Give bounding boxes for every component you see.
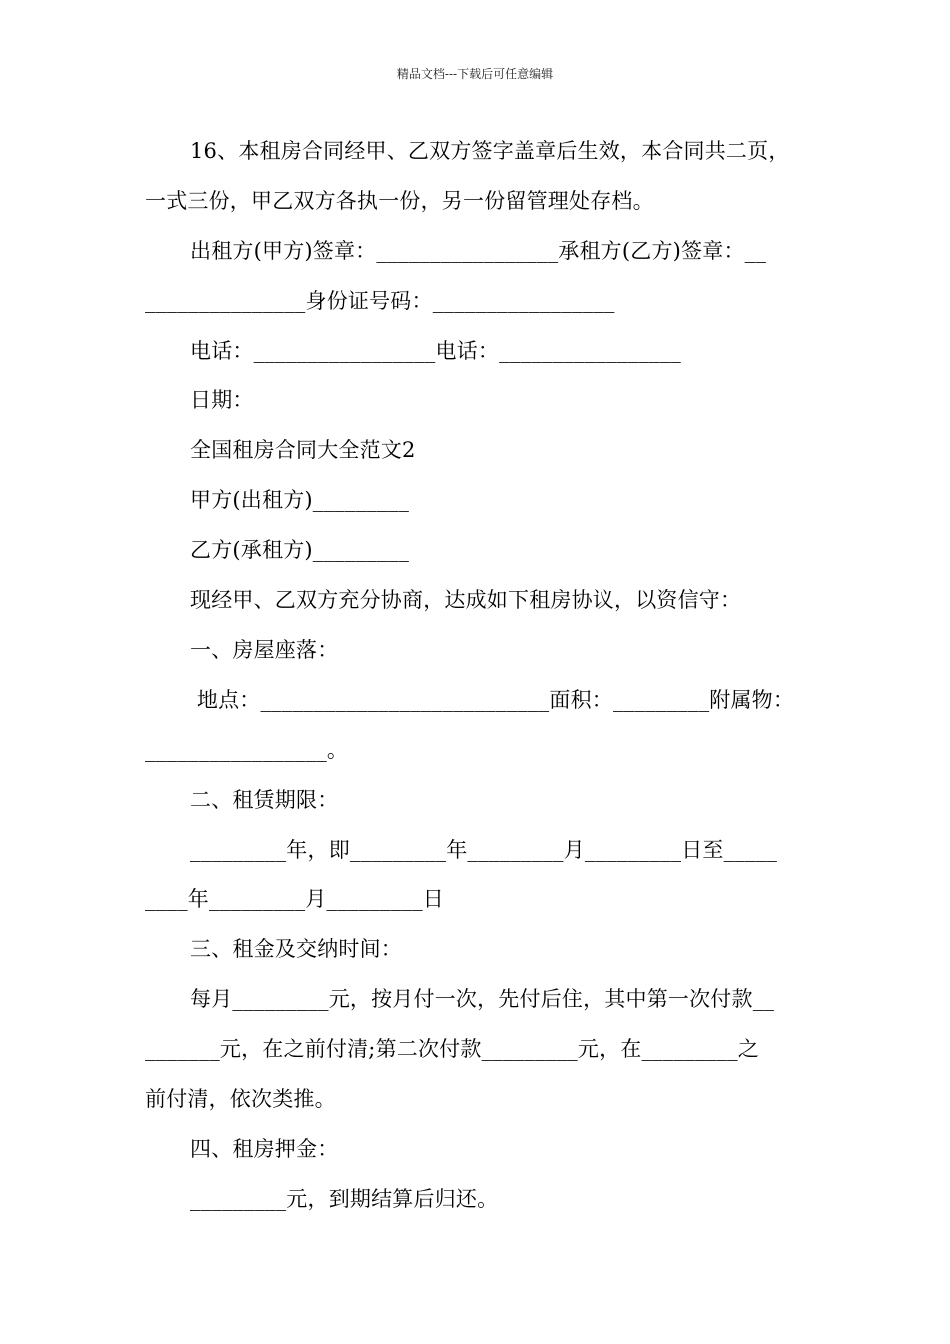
rent-line-3: 前付清，依次类推。 — [145, 1087, 336, 1111]
heading-lease-term: 二、租赁期限： — [190, 788, 339, 812]
lease-term-line-1: _________年，即_________年_________月_________日至_____ — [190, 838, 778, 862]
party-a-line: 甲方(出租方)_________ — [190, 488, 410, 512]
id-number-line: _______________身份证号码：_________________ — [145, 289, 615, 313]
location-details-line-2: _________________。 — [145, 738, 349, 762]
location-details-line-1: 地点：___________________________面积：_________附属物： — [190, 688, 795, 712]
rent-line-1: 每月_________元，按月付一次，先付后住，其中第一次付款__ — [190, 987, 775, 1011]
phone-line: 电话：_________________电话：_________________ — [190, 339, 681, 363]
party-b-line: 乙方(承租方)_________ — [190, 538, 410, 562]
agreement-intro: 现经甲、乙双方充分协商，达成如下租房协议，以资信守： — [190, 588, 742, 612]
lessor-signature-line: 出租方(甲方)签章：_________________承租方(乙方)签章：__ — [190, 239, 767, 263]
section-title: 全国租房合同大全范文2 — [190, 438, 416, 462]
heading-house-location: 一、房屋座落： — [190, 638, 339, 662]
heading-deposit: 四、租房押金： — [190, 1137, 339, 1161]
clause-16-line-2: 一式三份，甲乙双方各执一份，另一份留管理处存档。 — [145, 189, 654, 213]
lease-term-line-2: ____年_________月_________日 — [145, 887, 444, 911]
heading-rent-payment: 三、租金及交纳时间： — [190, 937, 402, 961]
clause-16-line-1: 16、本租房合同经甲、乙双方签字盖章后生效，本合同共二页， — [190, 139, 790, 163]
page-header: 精品文档---下载后可任意编辑 — [396, 67, 554, 81]
rent-line-2: _______元，在之前付清;第二次付款_________元，在_________之 — [145, 1037, 759, 1061]
date-line: 日期： — [190, 388, 254, 412]
deposit-line: _________元，到期结算后归还。 — [190, 1187, 499, 1211]
